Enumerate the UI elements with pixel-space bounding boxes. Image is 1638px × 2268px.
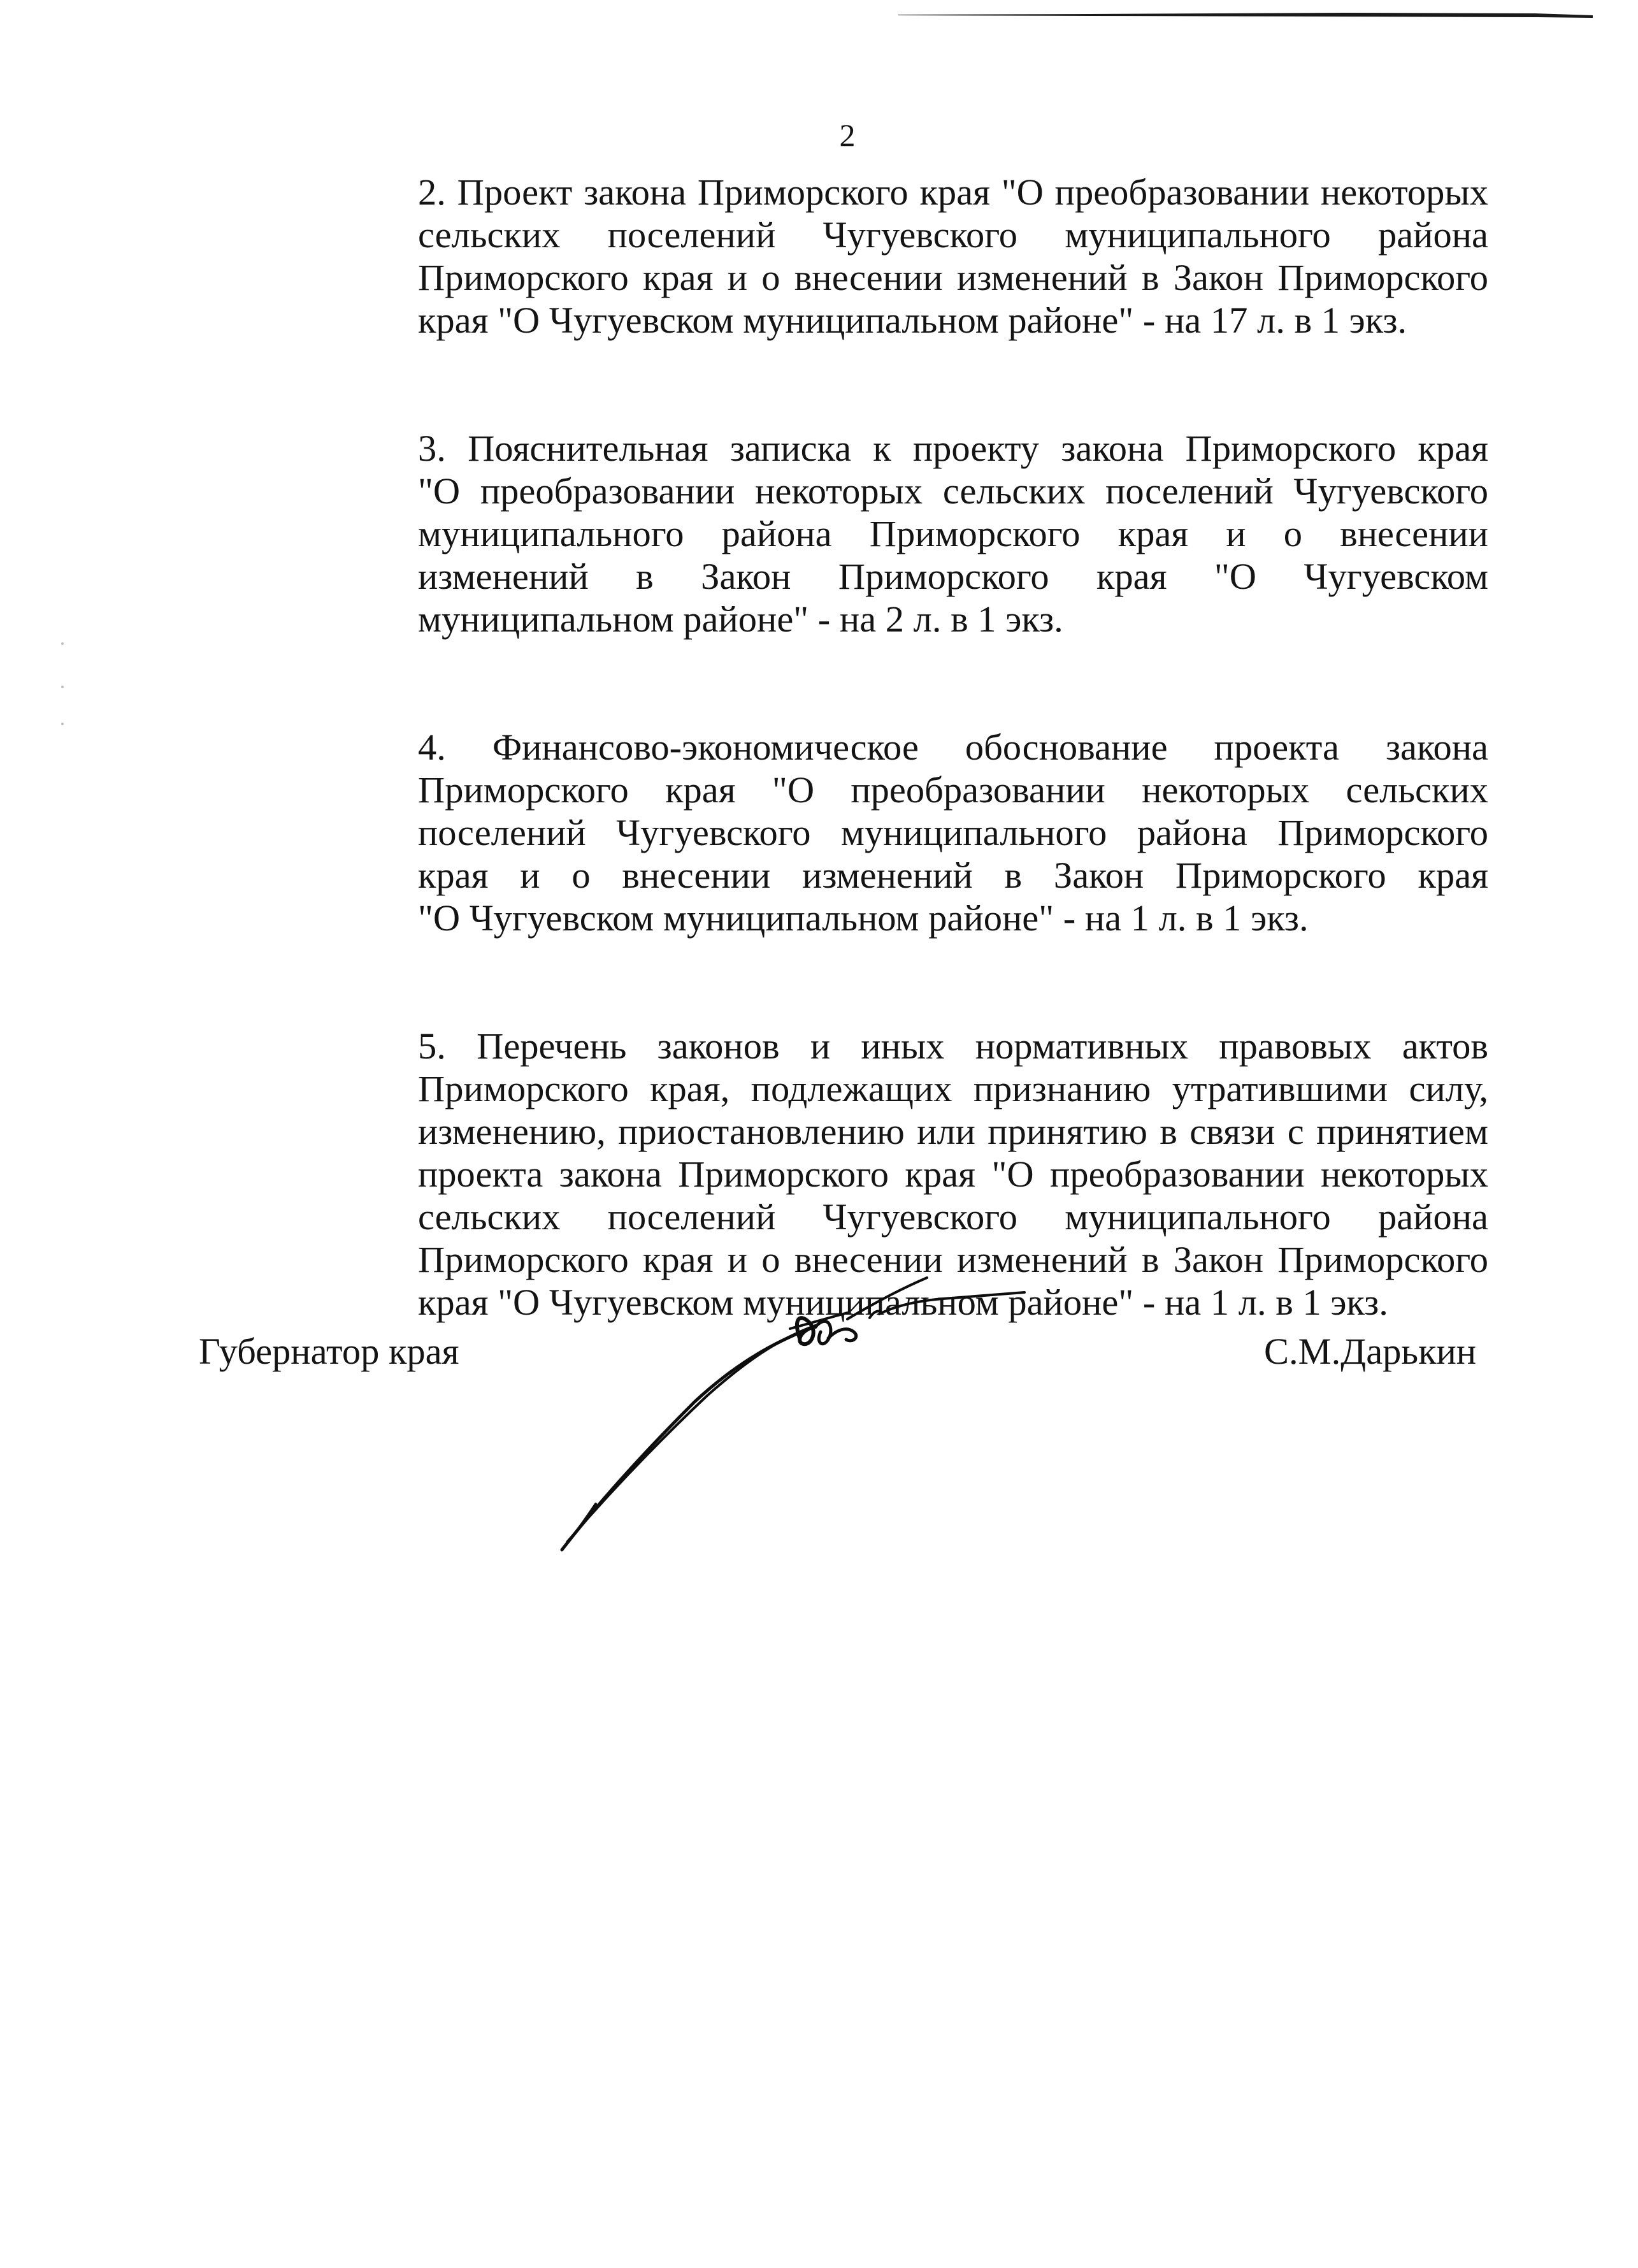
attachment-item bbox=[418, 427, 1488, 640]
scan-speck bbox=[61, 642, 64, 645]
signatory-title: Губернатор края bbox=[199, 1331, 459, 1372]
attachment-item-line: сельских поселений Чугуевского муниципального района bbox=[418, 214, 1488, 256]
attachment-item-line: "О преобразовании некоторых сельских поселений Чугуевского bbox=[418, 470, 1488, 512]
attachment-item-line: муниципальном районе" - на 2 л. в 1 экз. bbox=[418, 598, 1063, 640]
attachment-item-line: края и о внесении изменений в Закон Приморского края bbox=[418, 855, 1488, 896]
attachment-item-line: проекта закона Приморского края "О преобразовании некоторых bbox=[418, 1153, 1488, 1195]
attachment-item-line: 2. Проект закона Приморского края "О преобразовании некоторых bbox=[418, 171, 1488, 213]
attachment-item-line: края "О Чугуевском муниципальном районе" - на 17 л. в 1 экз. bbox=[418, 300, 1407, 341]
attachments-list bbox=[418, 171, 1488, 1324]
scan-edge-line bbox=[898, 9, 1593, 19]
attachment-item-line: муниципального района Приморского края и о внесении bbox=[418, 513, 1488, 554]
attachment-item-line: 4. Финансово-экономическое обоснование проекта закона bbox=[418, 726, 1488, 768]
page-number: 2 bbox=[839, 117, 856, 153]
attachment-item bbox=[418, 171, 1488, 342]
scan-speck bbox=[61, 686, 64, 688]
attachment-item-line: изменений в Закон Приморского края "О Чугуевском bbox=[418, 556, 1488, 597]
attachment-item-line: 5. Перечень законов и иных нормативных правовых актов bbox=[418, 1025, 1488, 1067]
signatory-name: С.М.Дарькин bbox=[1264, 1331, 1477, 1372]
attachment-item-line: края "О Чугуевском муниципальном районе" - на 1 л. в 1 экз. bbox=[418, 1282, 1388, 1323]
attachment-item-line: Приморского края "О преобразовании некоторых сельских bbox=[418, 769, 1488, 811]
attachment-item-line: изменению, приостановлению или принятию в связи с принятием bbox=[418, 1111, 1488, 1152]
scan-speck bbox=[61, 723, 64, 725]
attachment-item-line: сельских поселений Чугуевского муниципального района bbox=[418, 1196, 1488, 1238]
attachment-item bbox=[418, 1025, 1488, 1324]
attachment-item-line: Приморского края и о внесении изменений в Закон Приморского bbox=[418, 1239, 1488, 1280]
attachment-item bbox=[418, 726, 1488, 939]
attachment-item-line: поселений Чугуевского муниципального района Приморского bbox=[418, 812, 1488, 853]
attachment-item-line: Приморского края и о внесении изменений в Закон Приморского bbox=[418, 257, 1488, 298]
attachment-item-line: 3. Пояснительная записка к проекту закона Приморского края bbox=[418, 428, 1488, 469]
attachment-item-line: "О Чугуевском муниципальном районе" - на 1 л. в 1 экз. bbox=[418, 897, 1309, 939]
attachment-item-line: Приморского края, подлежащих признанию утратившими силу, bbox=[418, 1068, 1488, 1109]
